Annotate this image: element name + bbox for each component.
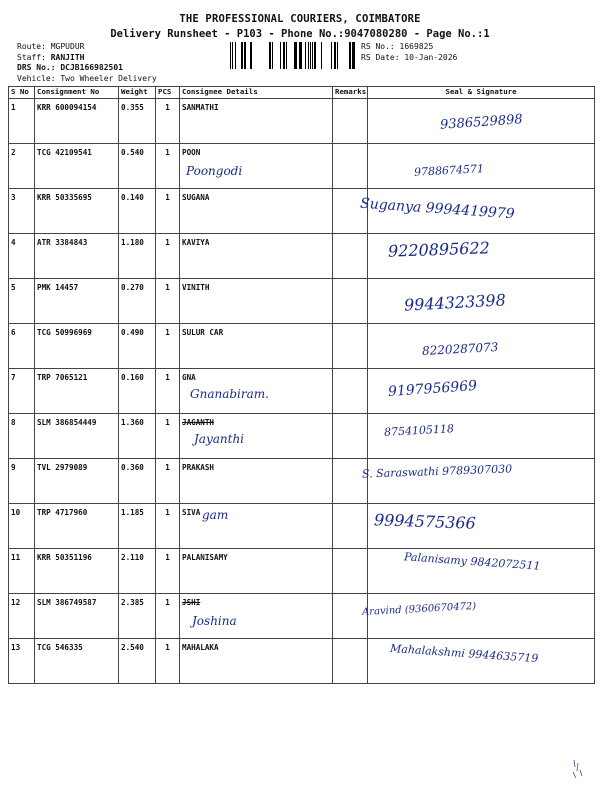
cell-pcs: 1 [156, 639, 180, 684]
cell-signature [368, 414, 595, 459]
table-header-row [9, 87, 595, 99]
cell-consignment: ATR 3384843 [35, 234, 119, 279]
cell-consignment: KRR 600094154 [35, 99, 119, 144]
cell-remarks [333, 99, 368, 144]
vehicle-line: Vehicle: Two Wheeler Delivery [17, 73, 157, 83]
consignee-name: SIVA [182, 508, 201, 517]
handwritten-signature: Aravind (9360670472) [361, 601, 477, 618]
cell-sno: 4 [9, 234, 35, 279]
route-staff-info [17, 42, 157, 84]
cell-weight: 0.160 [119, 369, 156, 414]
cell-remarks [333, 459, 368, 504]
cell-pcs: 1 [156, 144, 180, 189]
cell-pcs: 1 [156, 234, 180, 279]
table-row [9, 234, 595, 279]
cell-weight: 0.540 [119, 144, 156, 189]
cell-signature [368, 504, 595, 549]
cell-consignee [180, 594, 333, 639]
table-row [9, 144, 595, 189]
handwritten-signature: 9386529898 [439, 112, 524, 133]
cell-consignment: TCG 42109541 [35, 144, 119, 189]
consignee-name: JSHI [182, 598, 201, 607]
cell-consignee [180, 324, 333, 369]
consignee-name: POON [182, 148, 201, 157]
cell-pcs: 1 [156, 549, 180, 594]
cell-pcs: 1 [156, 279, 180, 324]
cell-consignment: TCG 546335 [35, 639, 119, 684]
table-row [9, 99, 595, 144]
cell-consignment: TVL 2979089 [35, 459, 119, 504]
consignee-name: VINITH [182, 283, 210, 292]
cell-consignee [180, 459, 333, 504]
cell-pcs: 1 [156, 594, 180, 639]
cell-signature [368, 369, 595, 414]
consignee-name: GNA [182, 373, 196, 382]
table-row [9, 189, 595, 234]
cell-pcs: 1 [156, 414, 180, 459]
consignee-name: SULUR CAR [182, 328, 224, 337]
cell-consignment: PMK 14457 [35, 279, 119, 324]
barcode-image [230, 42, 358, 69]
cell-weight: 0.490 [119, 324, 156, 369]
cell-signature [368, 279, 595, 324]
cell-remarks [333, 324, 368, 369]
cell-consignment: TCG 50996969 [35, 324, 119, 369]
cell-signature [368, 549, 595, 594]
cell-weight: 1.185 [119, 504, 156, 549]
col-header-consignee: Consignee Details [180, 87, 333, 99]
cell-consignee [180, 504, 333, 549]
table-row [9, 459, 595, 504]
cell-weight: 1.360 [119, 414, 156, 459]
cell-consignment: SLM 386749587 [35, 594, 119, 639]
cell-sno: 7 [9, 369, 35, 414]
handwritten-signature: Suganya 9994419979 [359, 195, 516, 223]
cell-sno: 13 [9, 639, 35, 684]
route-value: MGPUDUR [50, 42, 85, 51]
cell-consignment: KRR 50335695 [35, 189, 119, 234]
col-header-sno: S No [9, 87, 35, 99]
cell-pcs: 1 [156, 504, 180, 549]
cell-weight: 1.180 [119, 234, 156, 279]
cell-remarks [333, 279, 368, 324]
cell-remarks [333, 414, 368, 459]
consignee-name: PRAKASH [182, 463, 215, 472]
handwritten-signature: 9197956969 [387, 377, 478, 401]
cell-consignee [180, 99, 333, 144]
table-row [9, 639, 595, 684]
cell-consignee [180, 144, 333, 189]
cell-sno: 10 [9, 504, 35, 549]
cell-consignee [180, 369, 333, 414]
handwritten-signature: 8220287073 [421, 340, 499, 358]
cell-remarks [333, 504, 368, 549]
consignee-name: SUGANA [182, 193, 210, 202]
table-row [9, 504, 595, 549]
company-title: THE PROFESSIONAL COURIERS, COIMBATORE [179, 13, 421, 25]
col-header-weight: Weight [119, 87, 156, 99]
cell-pcs: 1 [156, 189, 180, 234]
cell-signature [368, 234, 595, 279]
rs-date-value: 10-Jan-2026 [404, 52, 458, 62]
cell-weight: 0.140 [119, 189, 156, 234]
cell-weight: 2.385 [119, 594, 156, 639]
cell-pcs: 1 [156, 369, 180, 414]
table-row [9, 279, 595, 324]
handwritten-name: Gnanabiram. [190, 387, 269, 401]
table-row [9, 369, 595, 414]
table-row [9, 594, 595, 639]
cell-consignment: TRP 7065121 [35, 369, 119, 414]
handwritten-signature: S. Saraswathi 9789307030 [361, 462, 513, 481]
cell-signature [368, 324, 595, 369]
cell-weight: 2.540 [119, 639, 156, 684]
cell-consignee [180, 639, 333, 684]
delivery-table [8, 86, 595, 684]
handwritten-name: Jayanthi [194, 432, 245, 446]
vehicle-value: Two Wheeler Delivery [60, 73, 157, 83]
cell-pcs: 1 [156, 459, 180, 504]
cell-signature [368, 144, 595, 189]
consignee-name: PALANISAMY [182, 553, 228, 562]
handwritten-signature: 9788674571 [413, 162, 485, 179]
rs-info [361, 42, 457, 63]
rs-date-line: RS Date: 10-Jan-2026 [361, 52, 458, 62]
cell-consignee [180, 414, 333, 459]
handwritten-signature: 9994575366 [373, 510, 477, 533]
cell-signature [368, 99, 595, 144]
handwritten-signature: 8754105118 [383, 422, 455, 439]
col-header-consignment: Consignment No [35, 87, 119, 99]
cell-remarks [333, 549, 368, 594]
cell-weight: 0.360 [119, 459, 156, 504]
cell-consignee [180, 279, 333, 324]
handwritten-signature: Palanisamy 9842072511 [403, 550, 541, 573]
cell-weight: 0.355 [119, 99, 156, 144]
staff-value: RANJITH [50, 52, 85, 62]
table-row [9, 414, 595, 459]
cell-sno: 6 [9, 324, 35, 369]
cell-remarks [333, 144, 368, 189]
cell-sno: 5 [9, 279, 35, 324]
handwritten-name: Joshina [192, 614, 237, 628]
drs-line: DRS No.: DCJB166982501 [17, 63, 123, 72]
table-row [9, 549, 595, 594]
cell-consignee [180, 189, 333, 234]
cell-weight: 2.110 [119, 549, 156, 594]
cell-consignment: KRR 50351196 [35, 549, 119, 594]
cell-consignment: TRP 4717960 [35, 504, 119, 549]
cell-sno: 3 [9, 189, 35, 234]
route-line: Route: MGPUDUR [17, 42, 85, 51]
consignee-name: MAHALAKA [182, 643, 219, 652]
cell-signature [361, 459, 595, 504]
runsheet-subtitle: Delivery Runsheet - P103 - Phone No.:9047080280 - Page No.:1 [110, 28, 490, 40]
cell-consignment: SLM 386854449 [35, 414, 119, 459]
col-header-pcs: PCS [156, 87, 180, 99]
handwritten-name: Poongodi [186, 164, 243, 178]
staff-line: Staff: RANJITH [17, 52, 85, 62]
cell-signature [361, 594, 595, 639]
cell-sno: 8 [9, 414, 35, 459]
cell-sno: 1 [9, 99, 35, 144]
consignee-name: SANMATHI [182, 103, 219, 112]
rs-no-line: RS No.: 1669825 [361, 42, 434, 51]
consignee-name: JAGANTH [182, 418, 215, 427]
cell-weight: 0.270 [119, 279, 156, 324]
cell-sno: 9 [9, 459, 35, 504]
handwritten-signature: 9944323398 [403, 290, 507, 315]
rs-no-value: 1669825 [399, 42, 434, 51]
drs-value: DCJB166982501 [60, 63, 123, 72]
col-header-signature: Seal & Signature [368, 87, 595, 99]
cell-remarks [333, 369, 368, 414]
cell-consignee [180, 549, 333, 594]
table-row [9, 324, 595, 369]
cell-remarks [333, 639, 368, 684]
cell-signature [368, 639, 595, 684]
cell-pcs: 1 [156, 99, 180, 144]
cell-signature [359, 189, 595, 234]
cell-sno: 2 [9, 144, 35, 189]
scan-marks [570, 758, 586, 780]
cell-consignee [180, 234, 333, 279]
cell-sno: 12 [9, 594, 35, 639]
cell-remarks [333, 234, 368, 279]
handwritten-name: gam [202, 508, 229, 522]
col-header-remarks: Remarks [333, 87, 368, 99]
handwritten-signature: 9220895622 [387, 238, 491, 261]
cell-pcs: 1 [156, 324, 180, 369]
consignee-name: KAVIYA [182, 238, 210, 247]
cell-sno: 11 [9, 549, 35, 594]
handwritten-signature: Mahalakshmi 9944635719 [389, 641, 539, 666]
